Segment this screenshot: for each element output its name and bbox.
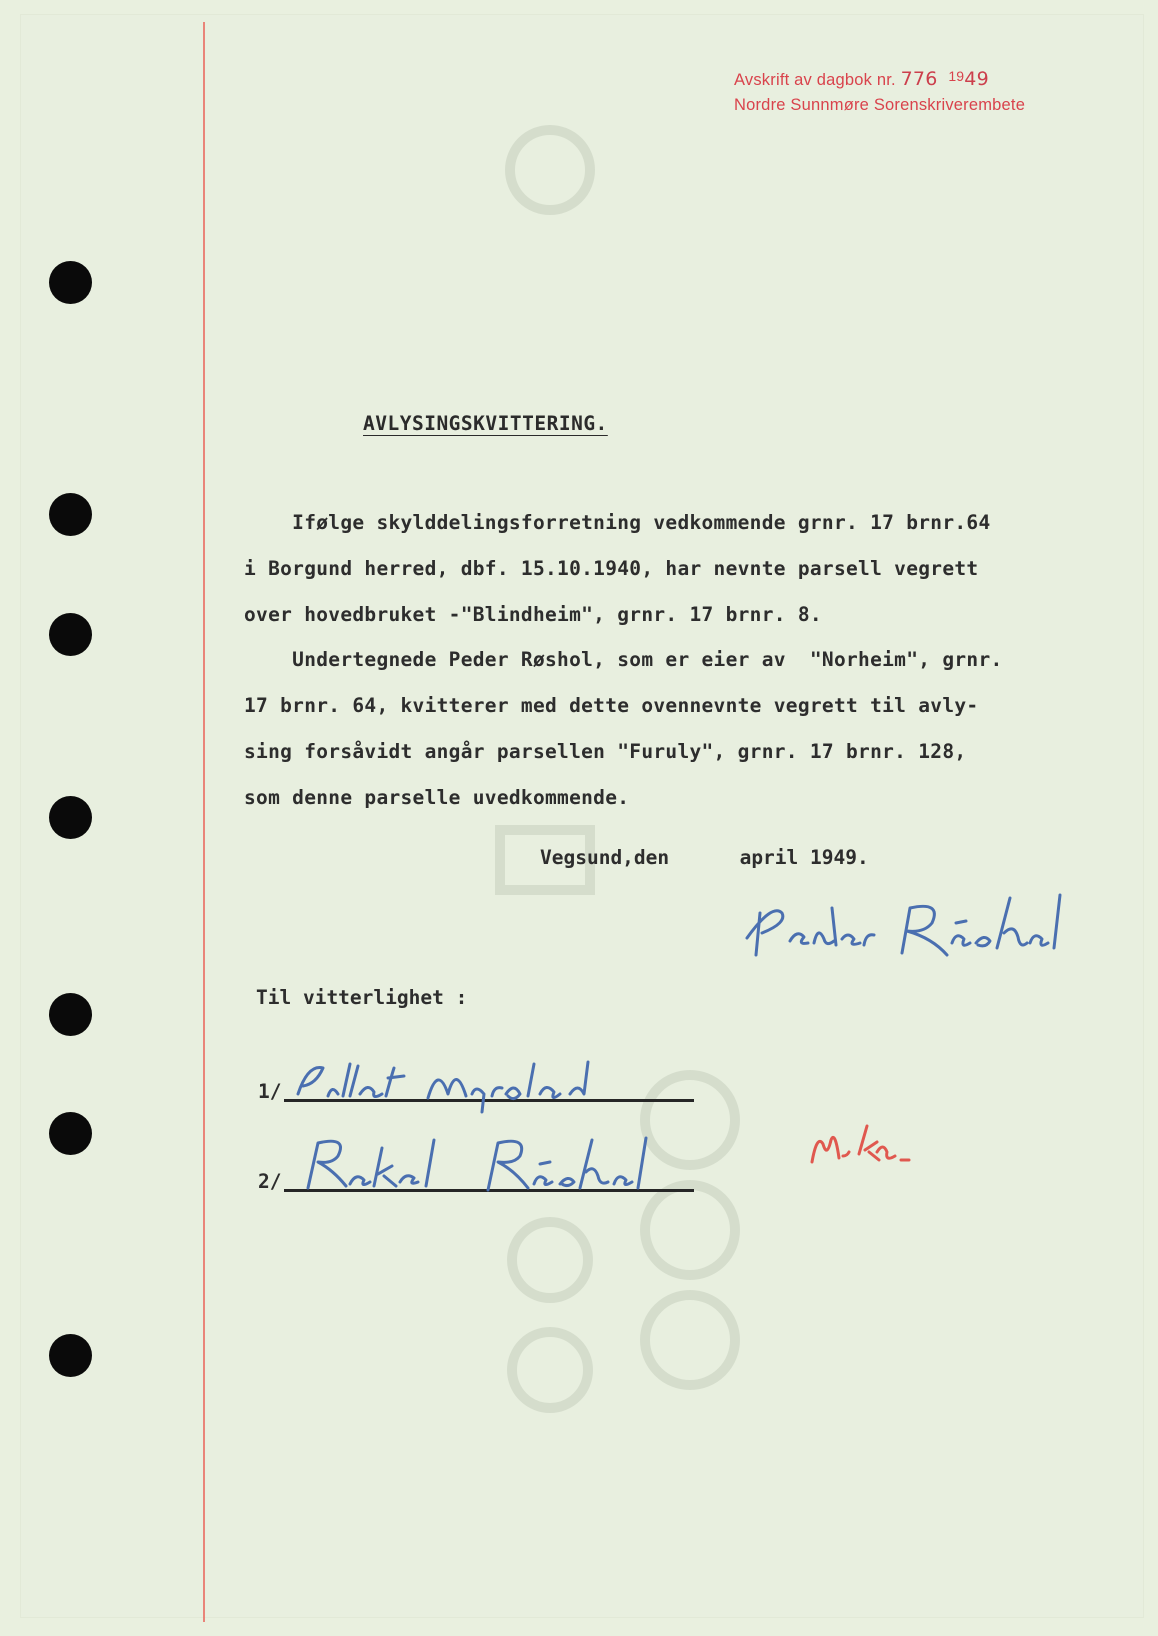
stamp-prefix: Avskrift av dagbok nr.	[734, 71, 896, 89]
body-line: i Borgund herred, dbf. 15.10.1940, har nevnte parsell vegrett	[244, 556, 979, 580]
stamp-line-1	[734, 64, 1025, 93]
signature-witness-1	[288, 1054, 668, 1114]
bleed-through-marks	[480, 110, 740, 1550]
signature-peder-roshol	[742, 893, 1082, 968]
body-line: som denne parselle uvedkommende.	[244, 785, 630, 809]
stamp-year-hand: 49	[964, 68, 989, 90]
stamp-office: Nordre Sunnmøre Sorenskriverembete	[734, 96, 1026, 114]
body-line: Ifølge skylddelingsforretning vedkommende grnr. 17 brnr.64	[244, 511, 991, 534]
stamp-year-print: 19	[948, 68, 965, 84]
body-line: sing forsåvidt angår parsellen "Furuly", grnr. 17 brnr. 128,	[244, 739, 967, 763]
signature-witness-2	[288, 1128, 668, 1198]
document-title: AVLYSINGSKVITTERING.	[363, 412, 608, 435]
punch-hole	[49, 1112, 92, 1155]
body-line: Undertegnede Peder Røshol, som er eier av "Norheim", grnr.	[244, 648, 1003, 672]
margin-rule	[203, 22, 205, 1622]
initials-mark	[807, 1122, 917, 1172]
place-date: Vegsund,den april 1949.	[540, 846, 869, 869]
body-line: 17 brnr. 64, kvitterer med dette ovennevnte vegrett til avly-	[244, 694, 979, 718]
punch-hole	[49, 493, 92, 536]
punch-hole	[49, 1334, 92, 1377]
document-body	[244, 500, 1124, 821]
punch-hole	[49, 993, 92, 1036]
body-line: over hovedbruket -"Blindheim", grnr. 17 brnr. 8.	[244, 602, 822, 626]
registry-stamp	[734, 64, 1025, 118]
punch-hole	[49, 261, 92, 304]
punch-hole	[49, 613, 92, 656]
punch-hole	[49, 796, 92, 839]
witness-label: Til vitterlighet :	[256, 986, 468, 1009]
witness-number: 1/	[258, 1080, 282, 1103]
witness-number: 2/	[258, 1170, 282, 1193]
stamp-entry-number: 776	[900, 68, 938, 90]
